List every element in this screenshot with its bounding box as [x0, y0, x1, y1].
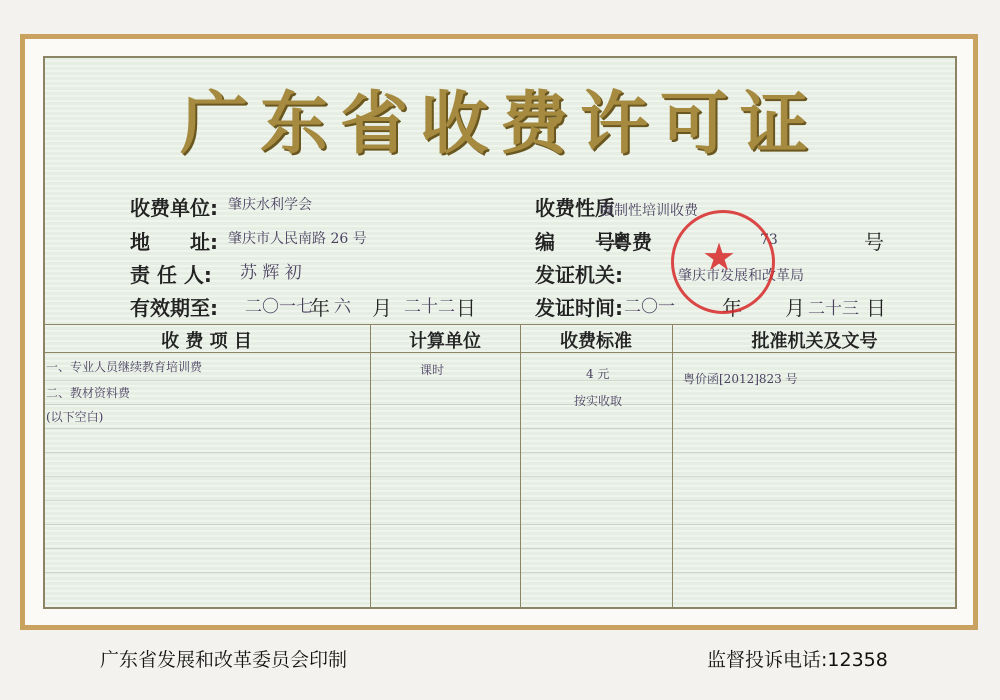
- row1-approval: 粤价函[2012]823 号: [683, 372, 798, 386]
- row1-item: 一、专业人员继续教育培训费: [46, 360, 203, 374]
- validity-day: 二十二: [404, 297, 455, 317]
- table-col-divider: [672, 324, 673, 609]
- table-row-line: [43, 548, 957, 549]
- table-row-line: [43, 500, 957, 501]
- table-row-line: [43, 380, 957, 381]
- header-standard: 收费标准: [560, 331, 632, 352]
- person-label: 责 任 人:: [130, 263, 212, 287]
- seal-star-icon: ★: [702, 235, 737, 279]
- address-value: 肇庆市人民南路 26 号: [228, 231, 367, 247]
- issue-month-unit: 月: [785, 296, 805, 320]
- row3-item: (以下空白): [46, 410, 104, 424]
- number-prefix: 粤费: [612, 230, 652, 254]
- validity-month-unit: 月: [372, 296, 392, 320]
- unit-value: 肇庆水利学会: [228, 197, 312, 213]
- validity-label: 有效期至:: [130, 296, 218, 320]
- table-top-border: [43, 324, 957, 325]
- validity-year-unit: 年: [310, 296, 330, 320]
- number-label: 编 号:: [535, 230, 623, 254]
- table-row-line: [43, 428, 957, 429]
- validity-month: 六: [334, 297, 351, 317]
- row2-standard: 按实收取: [574, 394, 623, 408]
- header-approval: 批准机关及文号: [751, 331, 878, 352]
- header-item: 收 费 项 目: [161, 331, 252, 352]
- row1-standard: 4 元: [586, 367, 610, 381]
- issue-label: 发证时间:: [535, 296, 623, 320]
- table-col-divider: [370, 324, 371, 609]
- issue-year-unit: 年: [722, 296, 742, 320]
- hotline-note: 监督投诉电话:12358: [707, 649, 888, 671]
- address-label: 地 址:: [130, 230, 218, 254]
- unit-label: 收费单位:: [130, 196, 218, 220]
- row2-item: 二、教材资料费: [46, 386, 131, 400]
- number-suffix: 号: [864, 230, 884, 254]
- authority-value: 肇庆市发展和改革局: [678, 268, 804, 284]
- validity-day-unit: 日: [456, 296, 476, 320]
- table-col-divider: [520, 324, 521, 609]
- issue-day-unit: 日: [866, 296, 886, 320]
- table-row-line: [43, 404, 957, 405]
- validity-year: 二〇一七: [245, 297, 313, 317]
- nature-label: 收费性质: [535, 196, 615, 220]
- certificate-title: 广东省收费许可证: [179, 85, 820, 164]
- nature-value: 强制性培训收费: [600, 203, 698, 219]
- table-row-line: [43, 476, 957, 477]
- table-row-line: [43, 572, 957, 573]
- printer-note: 广东省发展和改革委员会印制: [100, 649, 348, 671]
- table-row-line: [43, 524, 957, 525]
- authority-label: 发证机关:: [535, 263, 623, 287]
- table-row-line: [43, 452, 957, 453]
- header-unit: 计算单位: [409, 331, 481, 352]
- issue-year: 二〇一: [624, 297, 675, 317]
- row1-unit: 课时: [420, 363, 445, 377]
- number-value: 73: [760, 232, 778, 248]
- person-value: 苏 辉 初: [240, 263, 302, 283]
- issue-day: 二十三: [808, 299, 859, 319]
